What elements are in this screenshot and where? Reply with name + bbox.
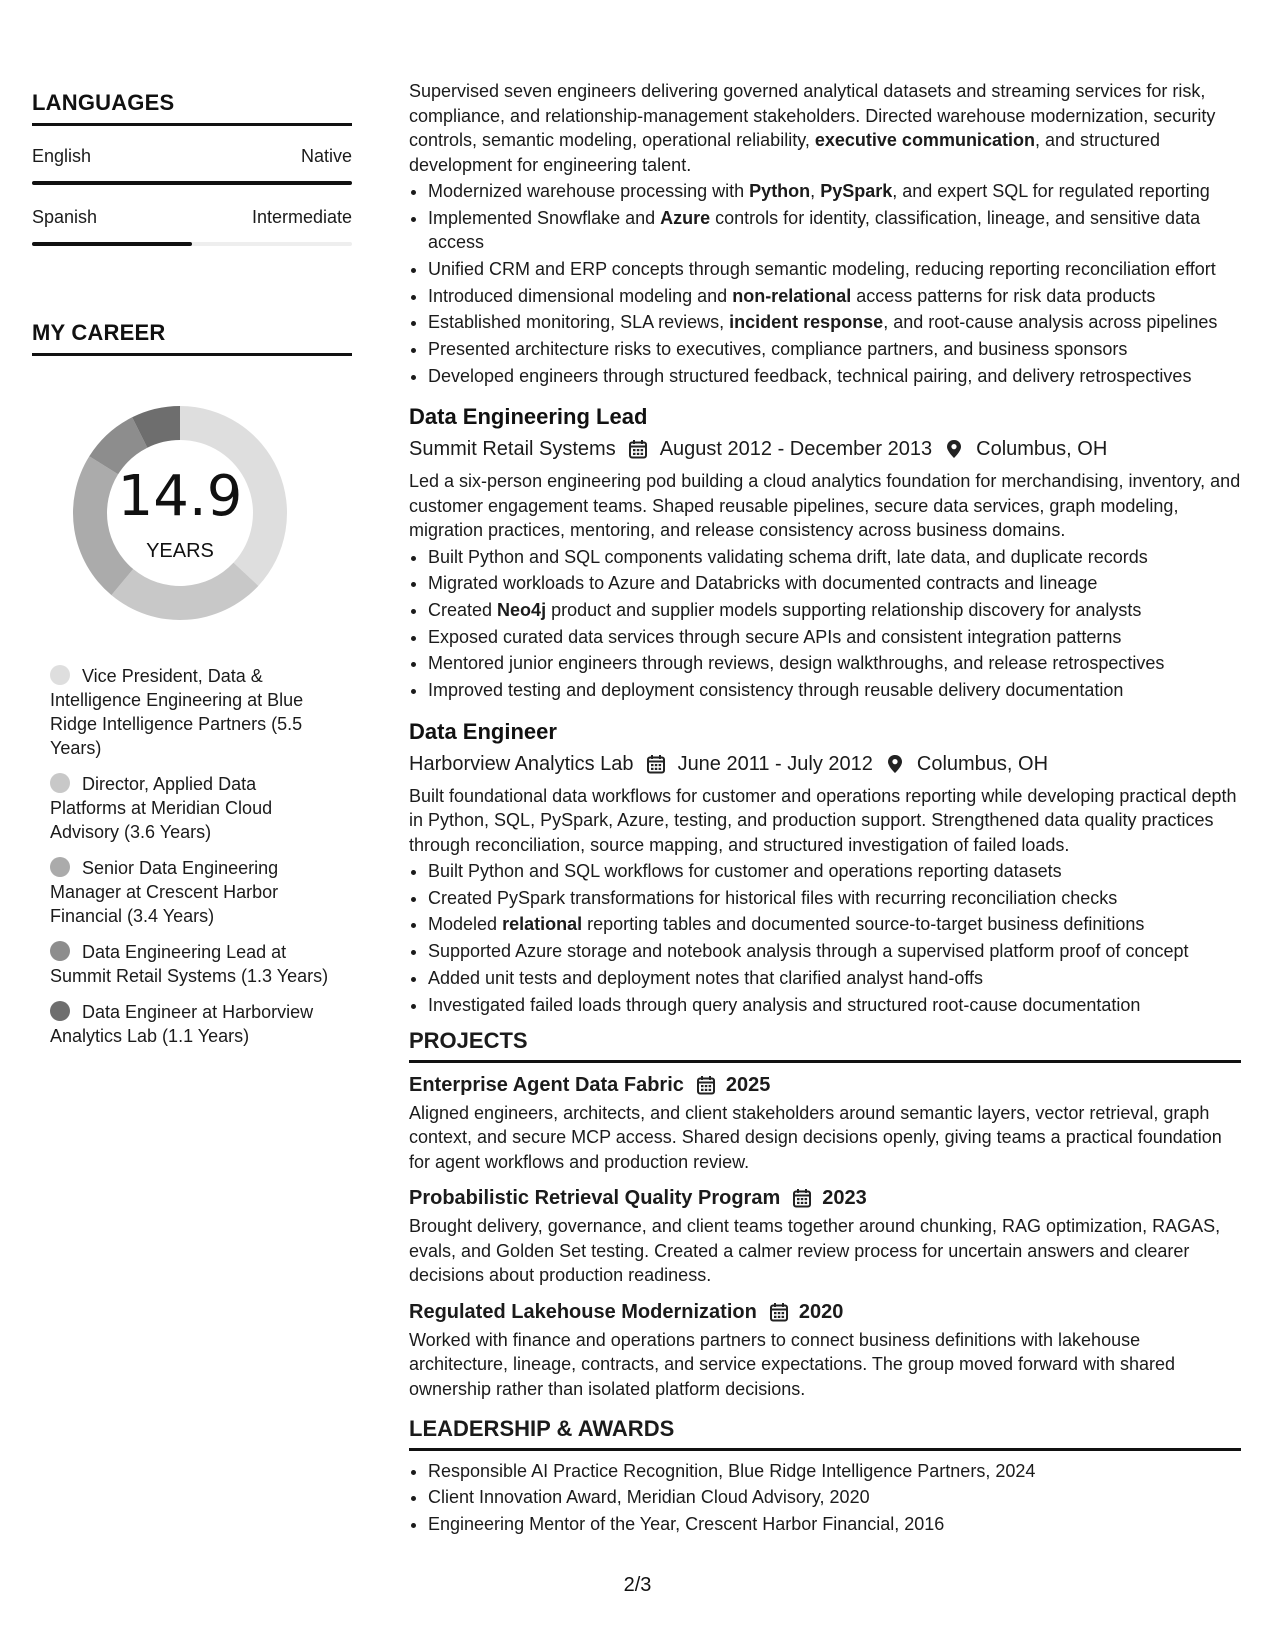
donut-segment [111, 563, 258, 620]
language-level: Intermediate [251, 207, 352, 227]
calendar-icon [628, 439, 648, 459]
career-legend-item [50, 1000, 330, 1048]
bullet-item: • Unified CRM and ERP concepts through semantic modeling, reducing reporting reconciliation effort [428, 257, 1241, 282]
project-list [409, 1071, 1241, 1402]
language-entry [32, 207, 352, 246]
languages-heading: LANGUAGES [32, 90, 352, 126]
project-entry [409, 1071, 1241, 1175]
project-description: Worked with finance and operations partners to connect business definitions with lakehouse architecture, lineage, contracts, and service expectations. The group moved forward with shared ownership rather than isolated platform decisions. [409, 1329, 1176, 1399]
project-description: Aligned engineers, architects, and client stakeholders around semantic layers, vector retrieval, graph context, and secure MCP access. Shared design decisions openly, giving teams a practical foundation for agent workflows and production review. [409, 1102, 1222, 1172]
page-number: 2/3 [623, 1574, 652, 1596]
legend-label: Data Engineering Lead at Summit Retail Systems (1.3 Years) [50, 942, 329, 986]
project-name: Probabilistic Retrieval Quality Program [409, 1187, 781, 1209]
career-legend-item [50, 856, 330, 928]
calendar-icon [646, 754, 666, 774]
calendar-icon [696, 1075, 716, 1095]
project-name: Enterprise Agent Data Fabric [409, 1073, 684, 1096]
project-entry [409, 1184, 1241, 1288]
legend-swatch [50, 941, 70, 961]
job-meta [409, 750, 1241, 778]
legend-swatch [50, 1001, 70, 1021]
bullet-item: • Implemented Snowflake and Azure controls for identity, classification, lineage, and sensitive data access [428, 206, 1241, 255]
career-total-years: 14.9 [117, 464, 243, 529]
language-level-bar [32, 242, 352, 246]
location-pin-icon [885, 754, 905, 774]
language-level: Native [300, 146, 352, 166]
job-company: Summit Retail Systems [409, 438, 616, 461]
job-entry [409, 717, 1241, 1017]
legend-label: Vice President, Data & Intelligence Engineering at Blue Ridge Intelligence Partners (5.5 Years) [50, 666, 304, 758]
project-year: 2020 [798, 1300, 844, 1323]
awards-list [409, 1459, 1241, 1537]
right-column [409, 79, 1241, 1539]
job-summary: Led a six-person engineering pod building a cloud analytics foundation for merchandising, inventory, and customer engagement teams. Shaped reusable pipelines, secure data services, graph modeling, migration practices, mentoring, and release consistency across business domains. [409, 471, 1241, 541]
career-legend-item [50, 940, 330, 988]
job-entry [409, 402, 1241, 702]
project-description: Brought delivery, governance, and client teams together around chunking, RAG optimization, RAGAS, evals, and Golden Set testing. Created a calmer review process for uncertain answers and clearer decisions about production readiness. [409, 1216, 1221, 1285]
bullet-item: • Built Python and SQL workflows for customer and operations reporting datasets [428, 859, 1241, 884]
legend-label: Senior Data Engineering Manager at Crescent Harbor Financial (3.4 Years) [50, 858, 279, 926]
legend-swatch [50, 665, 70, 685]
award-item: • Client Innovation Award, Meridian Cloud Advisory, 2020 [428, 1485, 1241, 1510]
job-meta [409, 435, 1241, 463]
project-year: 2025 [725, 1073, 771, 1096]
legend-label: Data Engineer at Harborview Analytics Lab (1.1 Years) [50, 1002, 314, 1046]
job-summary: Built foundational data workflows for customer and operations reporting while developing practical depth in Python, SQL, PySpark, Azure, testing, and production support. Strengthened data quality practices through reconciliation, source mapping, and structured investigation of failed loads. [409, 785, 1237, 855]
role-bullets [409, 179, 1241, 388]
bullet-item: • Added unit tests and deployment notes that clarified analyst hand-offs [428, 966, 1241, 991]
job-dates: August 2012 - December 2013 [659, 438, 933, 461]
bullet-item: • Exposed curated data services through secure APIs and consistent integration patterns [428, 625, 1241, 650]
calendar-icon [769, 1302, 789, 1322]
job-location: Columbus, OH [976, 438, 1108, 461]
bullet-item: • Migrated workloads to Azure and Databricks with documented contracts and lineage [428, 571, 1241, 596]
bullet-item: • Investigated failed loads through query analysis and structured root-cause documentation [428, 993, 1241, 1018]
award-item: • Responsible AI Practice Recognition, Blue Ridge Intelligence Partners, 2024 [428, 1459, 1241, 1484]
language-entry [32, 146, 352, 185]
bullet-item: • Established monitoring, SLA reviews, incident response, and root-cause analysis across pipelines [428, 310, 1241, 335]
bullet-item: • Developed engineers through structured feedback, technical pairing, and delivery retrospectives [428, 364, 1241, 389]
job-company: Harborview Analytics Lab [409, 752, 634, 775]
bullet-item: • Improved testing and deployment consistency through reusable delivery documentation [428, 678, 1241, 703]
bullet-item: • Built Python and SQL components validating schema drift, late data, and duplicate records [428, 545, 1241, 570]
bullet-item: • Introduced dimensional modeling and non-relational access patterns for risk data products [428, 284, 1241, 309]
language-level-fill [32, 181, 352, 185]
career-legend [50, 664, 330, 1048]
language-name: English [32, 146, 92, 166]
awards-heading: LEADERSHIP & AWARDS [409, 1417, 1241, 1451]
award-item: • Engineering Mentor of the Year, Crescent Harbor Financial, 2016 [428, 1512, 1241, 1537]
bullet-item: • Modeled relational reporting tables and documented source-to-target business definitions [428, 912, 1241, 937]
projects-heading: PROJECTS [409, 1029, 1241, 1063]
job-dates: June 2011 - July 2012 [677, 752, 873, 775]
bullet-item: • Created PySpark transformations for historical files with recurring reconciliation checks [428, 886, 1241, 911]
bullet-item: • Presented architecture risks to executives, compliance partners, and business sponsors [428, 337, 1241, 362]
project-entry [409, 1298, 1241, 1402]
career-legend-item [50, 772, 330, 844]
career-donut-chart [65, 398, 295, 628]
job-list [409, 402, 1241, 1017]
language-level-bar [32, 181, 352, 185]
language-level-fill [32, 242, 192, 246]
bullet-item: • Modernized warehouse processing with Python, PySpark, and expert SQL for regulated reporting [428, 179, 1241, 204]
bullet-item: • Created Neo4j product and supplier models supporting relationship discovery for analysts [428, 598, 1241, 623]
project-year: 2023 [822, 1187, 867, 1209]
location-pin-icon [944, 439, 964, 459]
role-summary: Supervised seven engineers delivering governed analytical datasets and streaming services for risk, compliance, and relationship-management stakeholders. Directed warehouse modernization, security controls, semantic modeling, operational reliability, executive communication, and structured development for engineering talent. [409, 81, 1216, 175]
legend-swatch [50, 773, 70, 793]
calendar-icon [792, 1188, 812, 1208]
language-name: Spanish [32, 207, 98, 227]
job-location: Columbus, OH [916, 752, 1049, 775]
job-title: Data Engineer [409, 718, 557, 744]
bullet-item: • Mentored junior engineers through reviews, design walkthroughs, and release retrospectives [428, 651, 1241, 676]
legend-label: Director, Applied Data Platforms at Meridian Cloud Advisory (3.6 Years) [50, 774, 273, 842]
job-bullets [409, 859, 1241, 1017]
career-legend-item [50, 664, 330, 760]
career-years-label: YEARS [146, 540, 214, 562]
job-bullets [409, 545, 1241, 703]
career-heading: MY CAREER [32, 320, 352, 356]
job-title: Data Engineering Lead [409, 404, 648, 430]
legend-swatch [50, 857, 70, 877]
left-column [32, 90, 352, 1060]
bullet-item: • Supported Azure storage and notebook analysis through a supervised platform proof of concept [428, 939, 1241, 964]
project-name: Regulated Lakehouse Modernization [409, 1300, 757, 1323]
